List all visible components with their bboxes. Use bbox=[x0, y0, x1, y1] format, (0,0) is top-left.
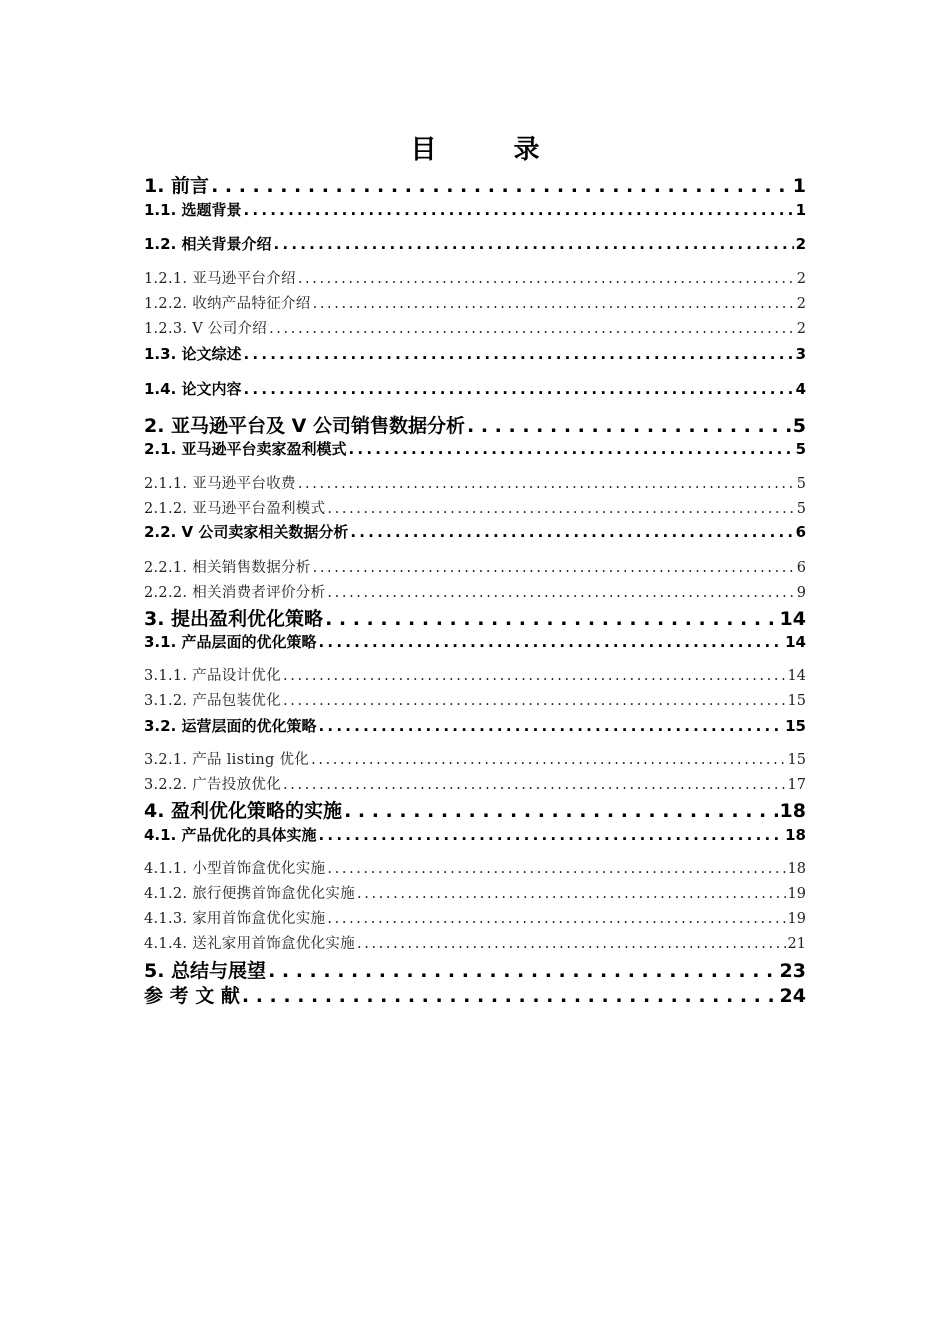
toc-entry-level2 bbox=[144, 438, 806, 460]
dot-leader bbox=[327, 498, 794, 520]
toc-entry-title: 3.2. 运营层面的优化策略 bbox=[144, 717, 317, 735]
dot-leader bbox=[350, 521, 793, 543]
toc-entry-title: 3.1.2. 产品包装优化 bbox=[144, 693, 282, 709]
toc-entry-page: 14 bbox=[787, 668, 806, 684]
toc-entry-page: 5 bbox=[796, 476, 806, 492]
toc-entry-title: 3.1. 产品层面的优化策略 bbox=[144, 633, 317, 651]
toc-entry-page: 18 bbox=[785, 826, 806, 844]
toc-entry-level2 bbox=[144, 715, 806, 737]
toc-entry-level2 bbox=[144, 199, 806, 221]
toc-entry-level3 bbox=[144, 665, 806, 687]
toc-entry-page: 4 bbox=[795, 380, 806, 398]
toc-entry-page: 6 bbox=[795, 523, 806, 541]
dot-leader bbox=[327, 582, 794, 604]
toc-entry-page: 17 bbox=[787, 777, 806, 793]
toc-entry-level2 bbox=[144, 824, 806, 846]
dot-leader bbox=[327, 908, 785, 930]
dot-leader bbox=[283, 665, 786, 687]
dot-leader bbox=[325, 606, 777, 632]
toc-entry-title: 1.2.3. V 公司介绍 bbox=[144, 321, 268, 337]
toc-entry-level3 bbox=[144, 268, 806, 290]
toc-entry-title: 4.1. 产品优化的具体实施 bbox=[144, 826, 317, 844]
toc-entry-title: 参 考 文 献 bbox=[144, 985, 240, 1007]
toc-entry-title: 3.2.1. 产品 listing 优化 bbox=[144, 752, 310, 768]
dot-leader bbox=[467, 413, 791, 439]
dot-leader bbox=[283, 774, 786, 796]
toc-entry-title: 2.1.2. 亚马逊平台盈利模式 bbox=[144, 501, 326, 517]
toc-entry-title: 1. 前言 bbox=[144, 175, 210, 197]
toc-entry-level3 bbox=[144, 473, 806, 495]
dot-leader bbox=[319, 715, 784, 737]
toc-entry-level2 bbox=[144, 233, 806, 255]
toc-entry-page: 5 bbox=[796, 501, 806, 517]
toc-entry-level2 bbox=[144, 378, 806, 400]
dot-leader bbox=[313, 293, 795, 315]
toc-entry-level2 bbox=[144, 343, 806, 365]
toc-entry-page: 15 bbox=[787, 752, 806, 768]
dot-leader bbox=[244, 199, 794, 221]
dot-leader bbox=[319, 631, 784, 653]
toc-entry-page: 14 bbox=[779, 608, 806, 630]
toc-entry-level3 bbox=[144, 774, 806, 796]
toc-entry-page: 5 bbox=[792, 415, 806, 437]
toc-entry-page: 2 bbox=[796, 296, 806, 312]
toc-entry-level3 bbox=[144, 690, 806, 712]
toc-entry-title: 1.4. 论文内容 bbox=[144, 380, 242, 398]
toc-entry-level1 bbox=[144, 983, 806, 1009]
dot-leader bbox=[298, 473, 795, 495]
dot-leader bbox=[244, 343, 794, 365]
toc-entry-page: 14 bbox=[785, 633, 806, 651]
toc-entry-title: 1.2.2. 收纳产品特征介绍 bbox=[144, 296, 311, 312]
dot-leader bbox=[357, 933, 786, 955]
dot-leader bbox=[244, 378, 794, 400]
toc-entry-title: 2. 亚马逊平台及 V 公司销售数据分析 bbox=[144, 415, 465, 437]
toc-entry-title: 4.1.3. 家用首饰盒优化实施 bbox=[144, 911, 326, 927]
page-title: 目 录 bbox=[410, 135, 574, 165]
toc-entry-level2 bbox=[144, 631, 806, 653]
toc-entry-page: 1 bbox=[792, 175, 806, 197]
dot-leader bbox=[349, 438, 794, 460]
toc-entry-page: 24 bbox=[779, 985, 806, 1007]
toc-entry-title: 4.1.2. 旅行便携首饰盒优化实施 bbox=[144, 886, 356, 902]
dot-leader bbox=[319, 824, 784, 846]
dot-leader bbox=[242, 983, 778, 1009]
toc-entry-title: 2.2.2. 相关消费者评价分析 bbox=[144, 585, 326, 601]
toc-entry-level3 bbox=[144, 858, 806, 880]
toc-entry-title: 2.2. V 公司卖家相关数据分析 bbox=[144, 523, 349, 541]
toc-entry-level3 bbox=[144, 318, 806, 340]
toc-entry-title: 1.2. 相关背景介绍 bbox=[144, 235, 272, 253]
toc-entry-title: 1.2.1. 亚马逊平台介绍 bbox=[144, 271, 296, 287]
dot-leader bbox=[274, 233, 794, 255]
toc-entry-title: 2.1.1. 亚马逊平台收费 bbox=[144, 476, 296, 492]
toc-entry-page: 18 bbox=[787, 861, 806, 877]
toc-entry-level3 bbox=[144, 908, 806, 930]
dot-leader bbox=[344, 798, 777, 824]
toc-entry-level3 bbox=[144, 883, 806, 905]
toc-entry-page: 2 bbox=[796, 321, 806, 337]
toc-entry-page: 18 bbox=[779, 800, 806, 822]
toc-entry-page: 5 bbox=[795, 440, 806, 458]
toc-entry-page: 15 bbox=[787, 693, 806, 709]
toc-entry-level1 bbox=[144, 958, 806, 984]
toc-entry-level3 bbox=[144, 498, 806, 520]
toc-entry-page: 3 bbox=[795, 345, 806, 363]
dot-leader bbox=[357, 883, 786, 905]
toc-entry-title: 3.2.2. 广告投放优化 bbox=[144, 777, 282, 793]
toc-entry-page: 15 bbox=[785, 717, 806, 735]
toc-entry-title: 5. 总结与展望 bbox=[144, 960, 267, 982]
dot-leader bbox=[268, 958, 777, 984]
dot-leader bbox=[327, 858, 785, 880]
toc-entry-level3 bbox=[144, 293, 806, 315]
toc-entry-level1 bbox=[144, 606, 806, 632]
toc-entry-level1 bbox=[144, 173, 806, 199]
toc-entry-title: 4. 盈利优化策略的实施 bbox=[144, 800, 343, 822]
toc-entry-level2 bbox=[144, 521, 806, 543]
toc-entry-page: 19 bbox=[787, 911, 806, 927]
dot-leader bbox=[269, 318, 795, 340]
dot-leader bbox=[298, 268, 795, 290]
toc-entry-level3 bbox=[144, 557, 806, 579]
toc-entry-page: 1 bbox=[795, 201, 806, 219]
toc-entry-title: 3.1.1. 产品设计优化 bbox=[144, 668, 282, 684]
toc-entry-level1 bbox=[144, 413, 806, 439]
toc-entry-page: 6 bbox=[796, 560, 806, 576]
toc-entry-level3 bbox=[144, 749, 806, 771]
toc-entry-page: 9 bbox=[796, 585, 806, 601]
toc-entry-title: 3. 提出盈利优化策略 bbox=[144, 608, 324, 630]
toc-entry-page: 19 bbox=[787, 886, 806, 902]
dot-leader bbox=[313, 557, 795, 579]
toc-entry-page: 23 bbox=[779, 960, 806, 982]
toc-entry-level3 bbox=[144, 582, 806, 604]
toc-entry-page: 21 bbox=[787, 936, 806, 952]
toc-entry-page: 2 bbox=[796, 271, 806, 287]
dot-leader bbox=[311, 749, 785, 771]
toc-entry-level3 bbox=[144, 933, 806, 955]
toc-entry-page: 2 bbox=[795, 235, 806, 253]
toc-entry-title: 4.1.1. 小型首饰盒优化实施 bbox=[144, 861, 326, 877]
toc-entry-title: 2.2.1. 相关销售数据分析 bbox=[144, 560, 311, 576]
toc-entry-title: 4.1.4. 送礼家用首饰盒优化实施 bbox=[144, 936, 356, 952]
dot-leader bbox=[283, 690, 786, 712]
toc-entry-title: 2.1. 亚马逊平台卖家盈利模式 bbox=[144, 440, 347, 458]
dot-leader bbox=[211, 173, 791, 199]
toc-entry-title: 1.1. 选题背景 bbox=[144, 201, 242, 219]
toc-entry-level1 bbox=[144, 798, 806, 824]
toc-entry-title: 1.3. 论文综述 bbox=[144, 345, 242, 363]
